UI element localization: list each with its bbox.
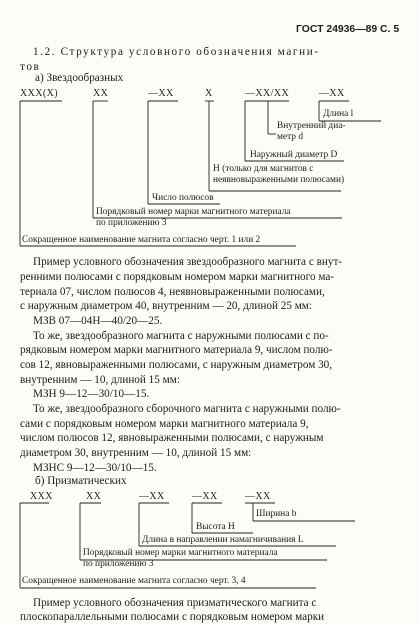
code-length: —XX: [319, 88, 345, 99]
label-width: Ширина b: [256, 509, 297, 519]
code-width: —XX: [245, 491, 271, 502]
label-outer-diameter: Наружный диаметр D: [250, 150, 338, 160]
label-length: Длина в направлении намагничивания L: [142, 535, 304, 545]
code-material-number: XX: [86, 491, 102, 502]
designation-example: МЗВ 07—04Н—40/20—25.: [33, 315, 163, 327]
paragraph-line: Пример условного обозначения звездообразного магнита с внут-: [33, 256, 343, 268]
section-title-line2: тов: [20, 61, 41, 73]
paragraph-line: териала 07, числом полюсов 4, неявновыраженными полюсами,: [20, 286, 325, 298]
paragraph-line: сами с порядковым номером марки магнитного материала 9,: [20, 418, 309, 430]
designation-example: МЗН 9—12—30/10—15.: [33, 388, 150, 400]
label-abbreviation: Сокращенное наименование магнита согласно черт. 3, 4: [22, 576, 246, 586]
label-height: Высота H: [196, 522, 235, 532]
label-inner-diameter-1: Внутренний диа-: [277, 121, 346, 131]
paragraph-line: диаметром 30, внутренним — 10, длиной 15 мм:: [20, 447, 252, 459]
label-material-number-2: по приложению 3: [83, 559, 154, 569]
label-abbreviation: Сокращенное наименование магнита согласно черт. 1 или 2: [22, 235, 261, 245]
paragraph-line: плоскопараллельными полюсами с порядковым номером марки: [20, 611, 325, 623]
code-diameters: —XX/XX: [245, 88, 290, 99]
paragraph-line: рядковым номером марки магнитного материала 9, числом полю-: [20, 344, 333, 356]
paragraph-line: Пример условного обозначения призматического магнита с: [33, 597, 317, 609]
code-pole-type: X: [205, 88, 213, 99]
label-length: Длина l: [323, 109, 354, 119]
label-inner-diameter-2: метр d: [277, 132, 304, 142]
paragraph-line: То же, звездообразного сборочного магнита с наружными полю-: [33, 403, 341, 415]
code-material-number: XX: [93, 88, 109, 99]
label-pole-count: Число полюсов: [152, 193, 214, 203]
code-poles: —XX: [148, 88, 174, 99]
label-h-note-1: H (только для магнитов с: [213, 164, 314, 174]
label-h-note-2: неявновыраженными полюсами): [213, 175, 345, 185]
paragraph-line: сов 12, явновыраженными полюсами, с наружным диаметром 30,: [20, 359, 333, 371]
paragraph-line: с наружным диаметром 40, внутренним — 20, длиной 25 мм:: [20, 300, 312, 312]
label-material-number-1: Порядковый номер марки магнитного материала: [96, 207, 291, 217]
paragraph-line: внутренним — 10, длиной 15 мм:: [20, 374, 180, 386]
paragraph-line: числом полюсов 12, явновыраженными полюсами, с наружным: [20, 432, 324, 444]
code-abbreviation: XXX: [30, 491, 53, 502]
code-length: —XX: [139, 491, 165, 502]
section-title-line1: 1.2. Структура условного обозначения магни-: [33, 46, 320, 58]
subsection-b-heading: б) Призматических: [35, 475, 127, 487]
paragraph-line: ренними полюсами с порядковым номером марки магнитного ма-: [20, 271, 335, 283]
paragraph-line: То же, звездообразного магнита с наружными полюсами с по-: [33, 330, 329, 342]
page-header: ГОСТ 24936—89 С. 5: [296, 24, 400, 35]
designation-example: МЗНС 9—12—30/10—15.: [33, 462, 157, 474]
code-abbreviation: XXX(X): [20, 88, 58, 99]
code-height: —XX: [192, 491, 218, 502]
subsection-a-heading: а) Звездообразных: [35, 72, 124, 84]
label-material-number-2: по приложению 3: [96, 218, 167, 228]
label-material-number-1: Порядковый номер марки магнитного материала: [83, 548, 278, 558]
